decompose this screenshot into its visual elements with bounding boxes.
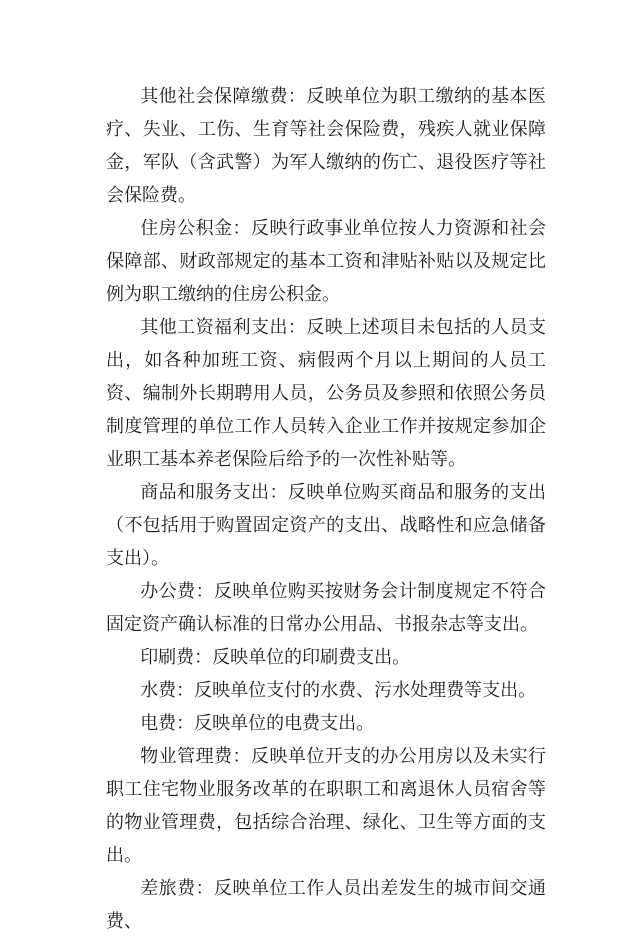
paragraph-housing-fund: 住房公积金：反映行政事业单位按人力资源和社会保障部、财政部规定的基本工资和津贴补贴以及规定比例为职工缴纳的住房公积金。	[106, 218, 546, 305]
paragraph-water-expense: 水费：反映单位支付的水费、污水处理费等支出。	[140, 680, 537, 701]
paragraph-goods-services: 商品和服务支出：反映单位购买商品和服务的支出（不包括用于购置固定资产的支出、战略性和应急储备支出）。	[106, 482, 546, 569]
paragraph-property-management: 物业管理费：反映单位开支的办公用房以及未实行职工住宅物业服务改革的在职职工和离退休人员宿舍等的物业管理费，包括综合治理、绿化、卫生等方面的支出。	[106, 746, 546, 866]
paragraph-office-expense: 办公费：反映单位购买按财务会计制度规定不符合固定资产确认标准的日常办公用品、书报杂志等支出。	[106, 581, 546, 635]
paragraph-electricity-expense: 电费：反映单位的电费支出。	[140, 713, 375, 734]
paragraph-other-wage-welfare: 其他工资福利支出：反映上述项目未包括的人员支出，如各种加班工资、病假两个月以上期间的人员工资、编制外长期聘用人员，公务员及参照和依照公务员制度管理的单位工作人员转入企业工作并按规定参加企业职工基本养老保险后给予的一次性补贴等。	[106, 317, 546, 470]
paragraph-printing-expense: 印刷费：反映单位的印刷费支出。	[140, 647, 411, 668]
paragraph-travel-expense: 差旅费：反映单位工作人员出差发生的城市间交通费、	[106, 878, 546, 932]
document-body	[106, 80, 546, 938]
paragraph-other-social-security: 其他社会保障缴费：反映单位为职工缴纳的基本医疗、失业、工伤、生育等社会保险费，残疾人就业保障金，军队（含武警）为军人缴纳的伤亡、退役医疗等社会保险费。	[106, 86, 546, 206]
